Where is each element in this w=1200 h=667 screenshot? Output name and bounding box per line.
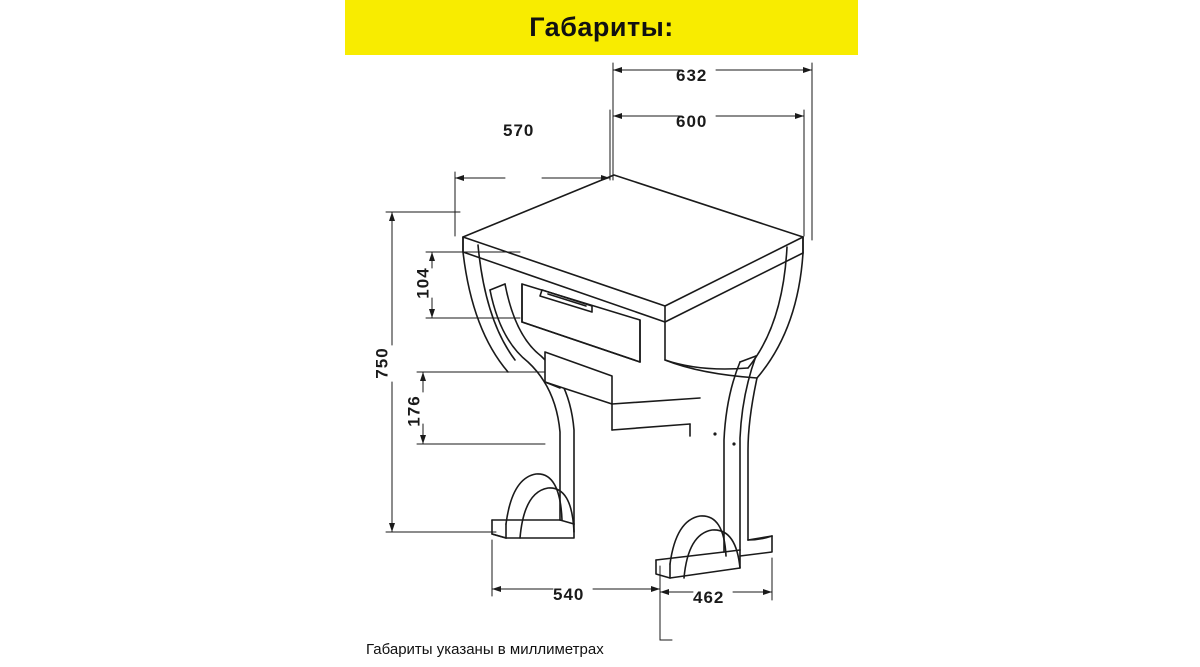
units-footnote: Габариты указаны в миллиметрах bbox=[366, 641, 604, 658]
dimension-label-600: 600 bbox=[676, 112, 708, 131]
left-drop-leaf bbox=[463, 237, 515, 372]
page-title: Габариты: bbox=[529, 12, 674, 42]
dimension-label-176: 176 bbox=[404, 395, 424, 427]
right-leg-panel bbox=[656, 356, 772, 578]
dimension-label-104: 104 bbox=[413, 267, 433, 299]
detail-dot bbox=[732, 442, 735, 445]
drawer-front bbox=[522, 284, 640, 362]
dimension-lines bbox=[386, 63, 812, 640]
dimension-label-540: 540 bbox=[553, 585, 585, 604]
dimension-label-462: 462 bbox=[693, 588, 725, 607]
detail-dot bbox=[713, 432, 716, 435]
dimension-label-570: 570 bbox=[503, 121, 535, 140]
table-top bbox=[463, 175, 803, 322]
dimension-label-632: 632 bbox=[676, 66, 708, 85]
dimension-label-750: 750 bbox=[372, 347, 392, 379]
